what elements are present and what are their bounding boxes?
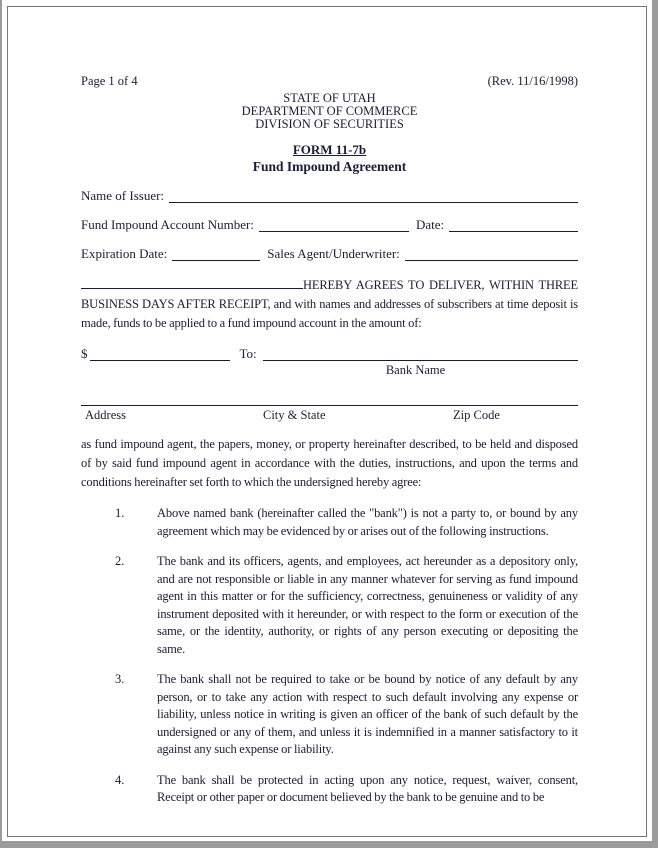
date-fill-line xyxy=(449,217,578,232)
division-name: DIVISION OF SECURITIES xyxy=(255,117,404,131)
agency-header xyxy=(81,92,578,131)
agent-name-fill-line xyxy=(81,275,303,289)
expiration-date-fill-line xyxy=(172,246,260,261)
sales-agent-label: Sales Agent/Underwriter: xyxy=(267,246,400,261)
clause-number: 2. xyxy=(115,554,125,568)
bank-name-fill-line xyxy=(263,346,578,361)
clause-number: 4. xyxy=(115,772,125,787)
clause-text: The bank shall be protected in acting upon any notice, request, waiver, consent, Receipt or other paper or document believed by the bank to be genuine and to be xyxy=(157,772,578,804)
clause-number: 1. xyxy=(115,506,125,520)
dollar-sign: $ xyxy=(81,346,88,361)
form-number: FORM 11-7b xyxy=(292,142,367,157)
issuer-field-row xyxy=(81,188,578,203)
clause-item-4 xyxy=(81,772,578,807)
zip-code-label: Zip Code xyxy=(453,408,500,422)
clause-number: 3. xyxy=(115,672,125,686)
clause-item-2 xyxy=(81,553,578,658)
account-number-fill-line xyxy=(259,217,409,232)
clause-item-3 xyxy=(81,671,578,759)
page-content xyxy=(81,74,578,807)
issuer-label: Name of Issuer: xyxy=(81,188,165,203)
expiration-date-label: Expiration Date: xyxy=(81,246,168,261)
address-rule-line xyxy=(81,405,578,406)
address-caption-row xyxy=(81,407,578,424)
clause-text: Above named bank (hereinafter called the "bank") is not a party to, or bound by any agreement which may be evidenced by or arises out of the following instructions. xyxy=(157,506,578,538)
department-name: DEPARTMENT OF COMMERCE xyxy=(241,104,418,118)
sales-agent-fill-line xyxy=(405,246,578,261)
issuer-fill-line xyxy=(169,188,578,203)
hereby-paragraph-text: HEREBY AGREES TO DELIVER, WITHIN THREE BUSINESS DAYS AFTER RECEIPT, and with names and addresses of subscribers at time deposit is made, funds to be applied to a fund impound account in the amount of: xyxy=(81,278,578,330)
clause-text: The bank and its officers, agents, and employees, act hereunder as a depository only, and are not responsible or liable in any manner whatever for serving as fund impound agent in this matter or for the sufficiency, correctness, genuineness or validity of any instrument deposited with it hereunder, or with respect to the form or execution of the same, or the identity, authority, or rights of any person executing or depositing the same. xyxy=(157,554,578,656)
expiration-agent-field-row xyxy=(81,246,578,261)
page-number: Page 1 of 4 xyxy=(81,74,138,88)
clause-text: The bank shall not be required to take or be bound by notice of any default by any person, or to take any action with respect to such default involving any expense or liability, unless notice in writing is given an officer of the bank of such default by the undersigned or any of them, and unless it is indemnified in a manner satisfactory to it against any such expense or liability. xyxy=(157,672,578,756)
agent-terms-paragraph: as fund impound agent, the papers, money, or property hereinafter described, to be held and disposed of by said fund impound agent in accordance with the duties, instructions, and upon the terms and conditions hereinafter set forth to which the undersigned hereby agree: xyxy=(81,437,578,489)
account-date-field-row xyxy=(81,217,578,232)
state-name: STATE OF UTAH xyxy=(283,91,376,105)
hereby-paragraph xyxy=(81,275,578,333)
revision-date: (Rev. 11/16/1998) xyxy=(487,74,578,88)
address-label: Address xyxy=(85,408,126,422)
bank-name-caption: Bank Name xyxy=(385,363,446,377)
to-label: To: xyxy=(239,346,257,361)
date-label: Date: xyxy=(415,217,445,232)
form-title: Fund Impound Agreement xyxy=(252,159,407,174)
document-page xyxy=(2,0,652,841)
page-meta-row xyxy=(81,74,578,89)
amount-bank-row xyxy=(81,346,578,361)
city-state-label: City & State xyxy=(263,408,326,422)
account-number-label: Fund Impound Account Number: xyxy=(81,217,254,232)
amount-fill-line xyxy=(90,346,230,361)
clause-item-1 xyxy=(81,505,578,540)
